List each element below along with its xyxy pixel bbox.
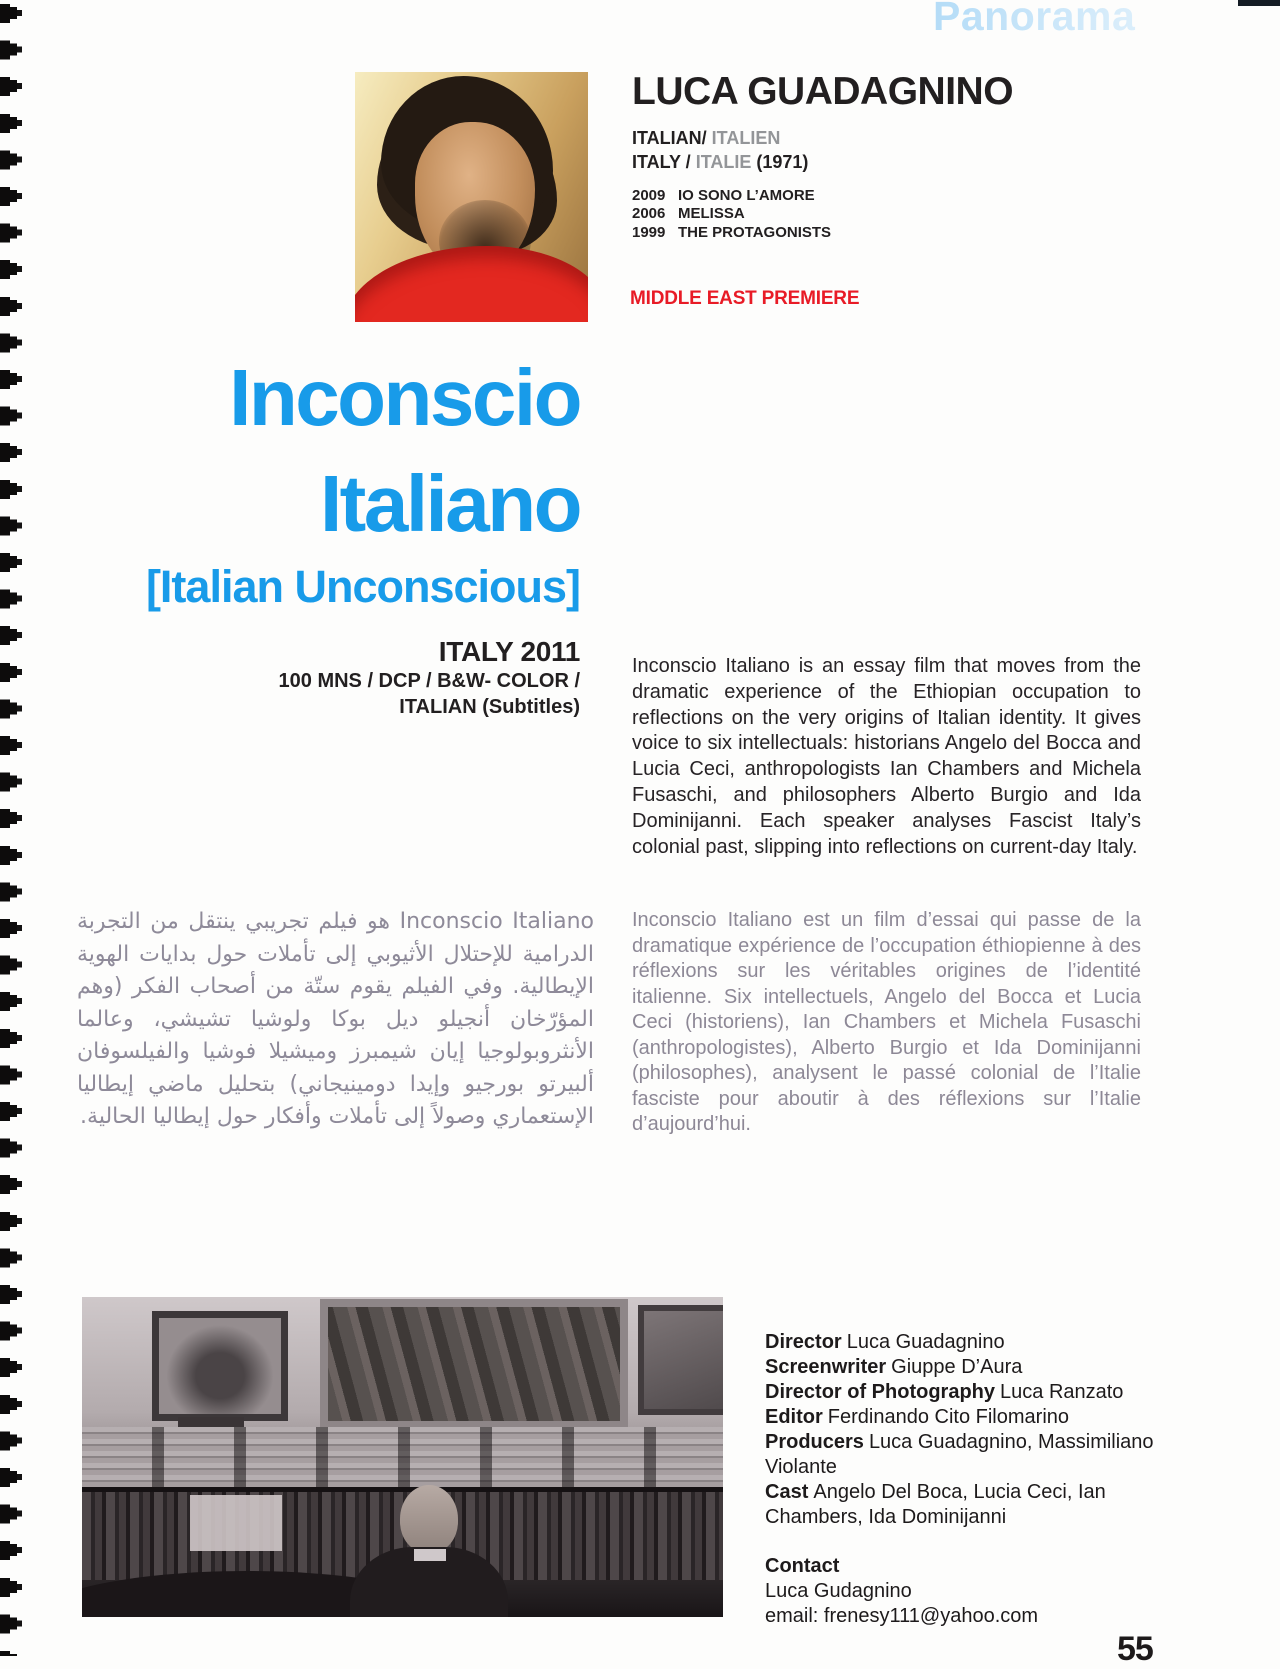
film-title-line1: Inconscio xyxy=(229,353,580,442)
still-large-painting xyxy=(320,1299,628,1429)
synopsis-arabic: Inconscio Italiano هو فيلم تجريبي ينتقل من التجربة الدرامية للإحتلال الأثيوبي إلى تأملات حول بدايات الهوية الإيطالية. وفي الفيلم يقوم ستّة من أصحاب الفكر (وهم المؤرّخان أنجيلو ديل بوكا ولوشيا تشيشي، وعالما الأنثروبولوجيا إيان شيمبرز وميشيلا فوشيا والفيلسوفان ألبيرتو بورجيو وإيدا دومينيجاني) بتحليل ماضي إيطاليا الإستعماري وصولاً إلى تأملات وأفكار حول إيطاليا الحالية. xyxy=(77,909,594,1129)
film-specs-block xyxy=(160,636,580,720)
director-filmography xyxy=(632,187,1172,242)
film-specs-line2: ITALIAN (Subtitles) xyxy=(399,696,580,718)
premiere-badge: MIDDLE EAST PREMIERE xyxy=(630,288,860,309)
credit-row-photography: Director of Photography Luca Ranzato xyxy=(765,1381,1124,1403)
synopsis-french: Inconscio Italiano est un film d’essai qui passe de la dramatique expérience de l’occupation éthiopienne à des réflexions sur les véritables origines de l’identité italienne. Six intellectuels, Angelo del Bocca et Lucia Ceci (historiens), Ian Chambers et Michela Fusaschi (anthropologistes), Alberto Burgio et Ida Dominijanni (philosophes), analysent le passé colonial de l’Italie fasciste pour aboutir à des réflexions sur l’Italie d’aujourd’hui. xyxy=(632,909,1141,1135)
page-number: 55 xyxy=(1117,1630,1153,1668)
contact-email: email: frenesy111@yahoo.com xyxy=(765,1605,1039,1627)
film-title-block xyxy=(40,345,580,613)
still-paper-stacks xyxy=(82,1427,723,1487)
credit-row-screenwriter: Screenwriter Giuppe D’Aura xyxy=(765,1356,1023,1378)
synopsis-english: Inconscio Italiano is an essay film that moves from the dramatic experience of the Ethiopian occupation to reflections on the very origins of Italian identity. It gives voice to six intellectuals: historians Angelo del Bocca and Lucia Ceci, anthropologists Ian Chambers and Michela Fusaschi, and philosophers Alberto Burgio and Ida Dominijanni. Each speaker analyses Fascist Italy’s colonial past, slipping into reflections on current-day Italy. xyxy=(632,655,1141,858)
scan-corner-mark xyxy=(1238,0,1280,6)
director-nationality: ITALIAN/ ITALIEN xyxy=(632,128,781,148)
section-label: Panorama xyxy=(933,0,1145,40)
director-info-block xyxy=(632,70,1172,242)
portrait-red-shirt xyxy=(355,246,588,322)
credit-row-editor: Editor Ferdinando Cito Filomarino xyxy=(765,1406,1070,1428)
still-shirt-collar xyxy=(414,1549,446,1561)
filmography-entry: 2009 IO SONO L’AMORE xyxy=(632,187,815,204)
spiral-binding-marks xyxy=(17,4,22,1656)
film-title-translation: [Italian Unconscious] xyxy=(145,561,580,612)
film-title-line2: Italiano xyxy=(319,459,580,548)
film-specs-line1: 100 MNS / DCP / B&W- COLOR / xyxy=(278,670,580,692)
spiral-binding-marks xyxy=(10,4,17,1656)
film-country-year: ITALY 2011 xyxy=(438,636,580,667)
film-still-photo xyxy=(82,1297,723,1617)
contact-heading: Contact xyxy=(765,1555,840,1577)
filmography-entry: 2006 MELISSA xyxy=(632,205,745,223)
credits-block xyxy=(765,1330,1159,1530)
credit-row-cast: Cast Angelo Del Boca, Lucia Ceci, Ian Chambers, Ida Dominijanni xyxy=(765,1481,1106,1528)
still-window-reflection xyxy=(190,1495,282,1551)
filmography-entry: 1999 THE PROTAGONISTS xyxy=(632,223,832,241)
still-seated-man-head xyxy=(400,1485,458,1553)
director-country-year: ITALY / ITALIE (1971) xyxy=(632,152,809,172)
still-right-frame xyxy=(638,1305,723,1415)
director-portrait-photo xyxy=(355,72,588,322)
credit-row-director: Director Luca Guadagnino xyxy=(765,1331,1005,1353)
director-name: LUCA GUADAGNINO xyxy=(632,70,1014,113)
contact-block xyxy=(765,1554,1159,1629)
spiral-binding-marks xyxy=(0,4,10,1656)
spiral-binding xyxy=(0,0,24,1656)
still-framed-etching xyxy=(152,1311,288,1421)
contact-name: Luca Gudagnino xyxy=(765,1580,912,1602)
credit-row-producers: Producers Luca Guadagnino, Massimiliano Violante xyxy=(765,1431,1154,1478)
